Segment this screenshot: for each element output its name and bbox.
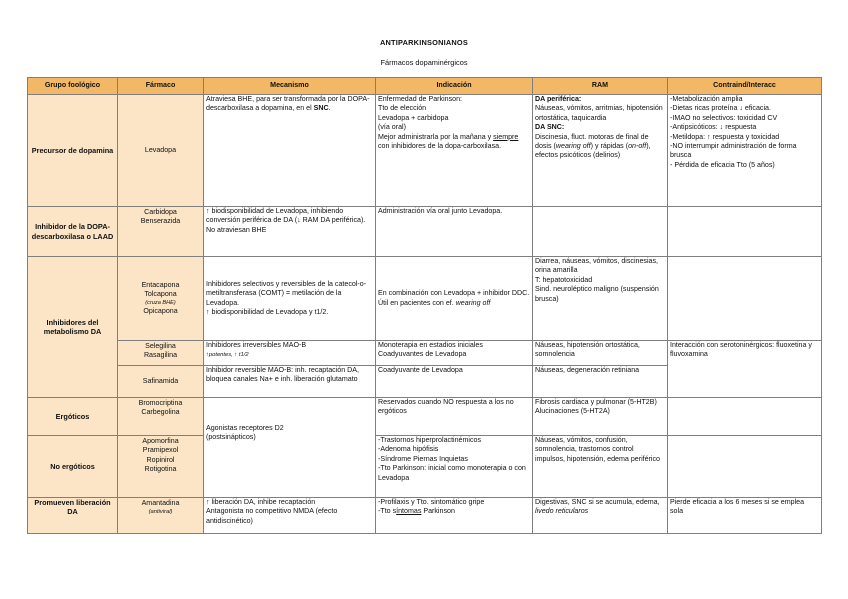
drug-selegilina: Selegilina Rasagilina	[118, 341, 204, 366]
header-contraind: Contraind/Interacc	[668, 78, 822, 95]
ram-amantadina: Digestivas, SNC si se acumula, edema, livedo reticularos	[533, 498, 668, 534]
indication-ergoticos: Reservados cuando NO respuesta a los no ergóticos	[376, 398, 533, 436]
table-row	[28, 498, 822, 534]
drug-bromocriptina: Bromocriptina Carbegolina	[118, 398, 204, 436]
group-laad: Inhibidor de la DOPA-descarboxilasa o LAAD	[28, 207, 118, 257]
header-mecanismo: Mecanismo	[204, 78, 376, 95]
group-metabolismo: Inhibidores del metabolismo DA	[28, 257, 118, 398]
contraind-levadopa: -Metabolización amplia -Dietas ricas proteína ↓ eficacia. -IMAO no selectivos: toxicidad CV -Antipsicóticos: ↓ respuesta -Metildopa: ↑ respuesta y toxicidad -NO interrumpir administración de forma brusca - Pérdida de eficacia Tto (5 años)	[668, 95, 822, 207]
ram-maob: Náuseas, hipotensión ortostática, somnolencia	[533, 341, 668, 366]
indication-laad: Administración vía oral junto Levadopa.	[376, 207, 533, 257]
mechanism-maob: Inhibidores irreversibles MAO-B ↑potentes, ↑ t1/2	[204, 341, 376, 366]
ram-safinamida: Náuseas, degeneración retiniana	[533, 366, 668, 398]
ram-comt: Diarrea, náuseas, vómitos, discinesias, orina amarilla T: hepatotoxicidad Sind. neuroléptico maligno (suspensión brusca)	[533, 257, 668, 341]
mechanism-amantadina: ↑ liberación DA, inhibe recaptación Antagonista no competitivo NMDA (efecto antidiscinético)	[204, 498, 376, 534]
mechanism-comt: Inhibidores selectivos y reversibles de la catecol-o-metiltransferasa (COMT) = metilación de la Levadopa. ↑ biodisponibilidad de Levadopa y t1/2.	[204, 257, 376, 341]
group-precursor: Precursor de dopamina	[28, 95, 118, 207]
indication-comt: En combinación con Levadopa + inhibidor DDC. Útil en pacientes con ef. wearing off	[376, 257, 533, 341]
indication-noergoticos: -Trastornos hiperprolactinémicos -Adenoma hipófisis -Síndrome Piernas Inquietas -Tto Parkinson: inicial como monoterapia o con Levadopa	[376, 436, 533, 498]
table-row	[28, 436, 822, 498]
contraind-noergoticos	[668, 436, 822, 498]
indication-levadopa: Enfermedad de Parkinson: Tto de elección Levadopa + carbidopa (vía oral) Mejor administrarla por la mañana y siempre con inhibidores de la dopa-carboxilasa.	[376, 95, 533, 207]
ram-ergoticos: Fibrosis cardiaca y pulmonar (5-HT2B) Alucinaciones (5-HT2A)	[533, 398, 668, 436]
header-row	[28, 78, 822, 95]
table-row	[28, 257, 822, 341]
contraind-laad	[668, 207, 822, 257]
drug-entacapona: Entacapona Tolcapona (cruza BHE) Opicapona	[118, 257, 204, 341]
indication-maob: Monoterapia en estadios iniciales Coadyuvantes de Levadopa	[376, 341, 533, 366]
drug-apomorfina: Apomorfina Pramipexol Ropinirol Rotigotina	[118, 436, 204, 498]
group-liberacion: Promueven liberación DA	[28, 498, 118, 534]
table-row	[28, 95, 822, 207]
page-subtitle: Fármacos dopaminérgicos	[380, 58, 468, 67]
drug-levadopa: Levadopa	[118, 95, 204, 207]
header-indicacion: Indicación	[376, 78, 533, 95]
ram-noergoticos: Náuseas, vómitos, confusión, somnolencia, trastornos control impulsos, hipotensión, edema periférico	[533, 436, 668, 498]
drug-safinamida: Safinamida	[118, 366, 204, 398]
ram-laad	[533, 207, 668, 257]
header-grupo: Grupo foológico	[28, 78, 118, 95]
mechanism-safinamida: Inhibidor reversible MAO-B: inh. recaptación DA, bloquea canales Na+ e inh. liberación glutamato	[204, 366, 376, 398]
drug-carbidopa: Carbidopa Benserazida	[118, 207, 204, 257]
contraind-amantadina: Pierde eficacia a los 6 meses si se emplea sola	[668, 498, 822, 534]
mechanism-laad: ↑ biodisponibilidad de Levadopa, inhibiendo conversión periférica de DA (↓ RAM DA periférica). No atraviesan BHE	[204, 207, 376, 257]
header-ram: RAM	[533, 78, 668, 95]
indication-amantadina: -Profilaxis y Tto. sintomático gripe -Tto síntomas Parkinson	[376, 498, 533, 534]
contraind-comt	[668, 257, 822, 341]
header-farmaco: Fármaco	[118, 78, 204, 95]
table-row	[28, 207, 822, 257]
mechanism-levadopa: Atraviesa BHE, para ser transformada por la DOPA-descarboxilasa a dopamina, en el SNC.	[204, 95, 376, 207]
mechanism-agonistas: Agonistas receptores D2 (postsinápticos)	[204, 398, 376, 498]
group-ergoticos: Ergóticos	[28, 398, 118, 436]
table-row	[28, 341, 822, 366]
page-title: ANTIPARKINSONIANOS	[379, 38, 469, 47]
indication-safinamida: Coadyuvante de Levadopa	[376, 366, 533, 398]
drug-amantadina: Amantadina (antiviral)	[118, 498, 204, 534]
antiparkinsonian-table	[27, 77, 822, 534]
ram-levadopa: DA periférica: Náuseas, vómitos, arritmias, hipotensión ortostática, taquicardia DA SNC: Discinesia, fluct. motoras de final de dosis (wearing off) y rápidas (on-off), efectos psicóticos (delirios)	[533, 95, 668, 207]
table-row	[28, 398, 822, 436]
contraind-maob: Interacción con serotoninérgicos: fluoxetina y fluvoxamina	[668, 341, 822, 398]
group-noergoticos: No ergóticos	[28, 436, 118, 498]
contraind-ergoticos	[668, 398, 822, 436]
